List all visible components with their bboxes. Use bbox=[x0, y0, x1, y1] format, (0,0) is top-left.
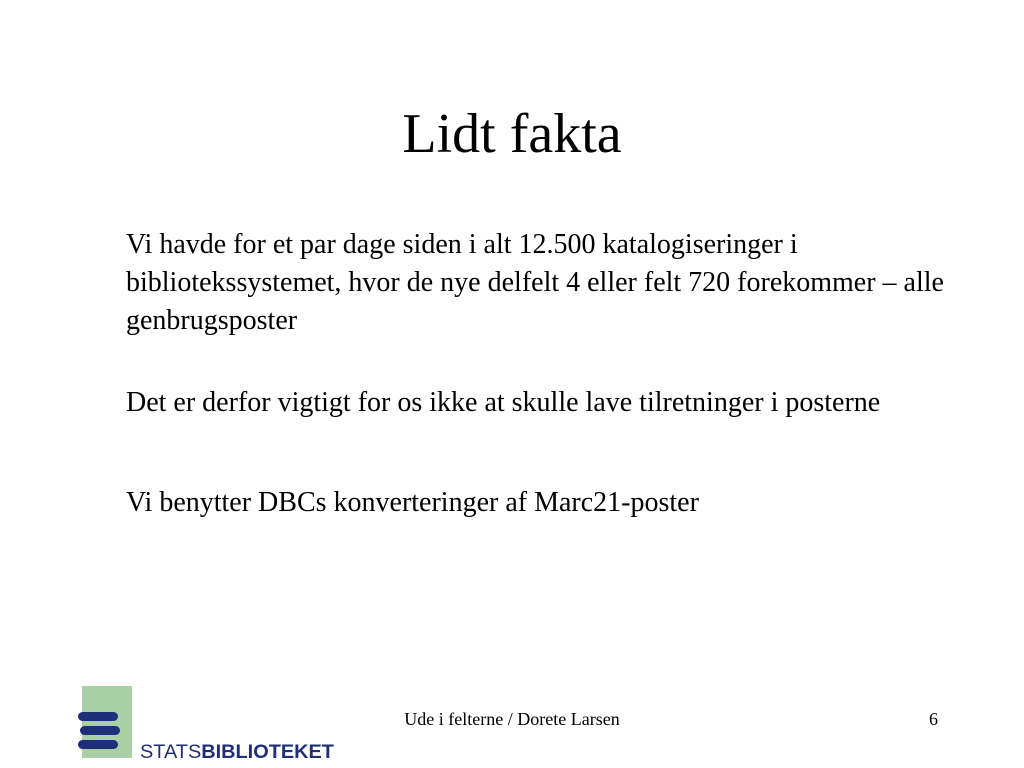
slide-title: Lidt fakta bbox=[402, 103, 622, 165]
svg-text:STATSBIBLIOTEKET bbox=[140, 742, 334, 762]
slide-number: 6 bbox=[929, 709, 938, 729]
logo-text-biblioteket: BIBLIOTEKET bbox=[201, 742, 328, 762]
body-paragraph-1: Vi havde for et par dage siden i alt 12.500 katalogiseringer i bibliotekssystemet, hvor de nye delfelt 4 eller felt 720 forekommer – alle genbrugsposter bbox=[126, 229, 944, 336]
body-paragraph-2: Det er derfor vigtigt for os ikke at skulle lave tilretninger i posterne bbox=[126, 387, 881, 418]
book-stack-icon bbox=[78, 712, 120, 749]
logo-text-stats: STATS bbox=[140, 742, 199, 762]
slide-footer: Ude i felterne / Dorete Larsen bbox=[404, 709, 620, 729]
body-paragraph-3: Vi benytter DBCs konverteringer af Marc21-poster bbox=[126, 487, 699, 518]
slide-body bbox=[126, 226, 956, 566]
